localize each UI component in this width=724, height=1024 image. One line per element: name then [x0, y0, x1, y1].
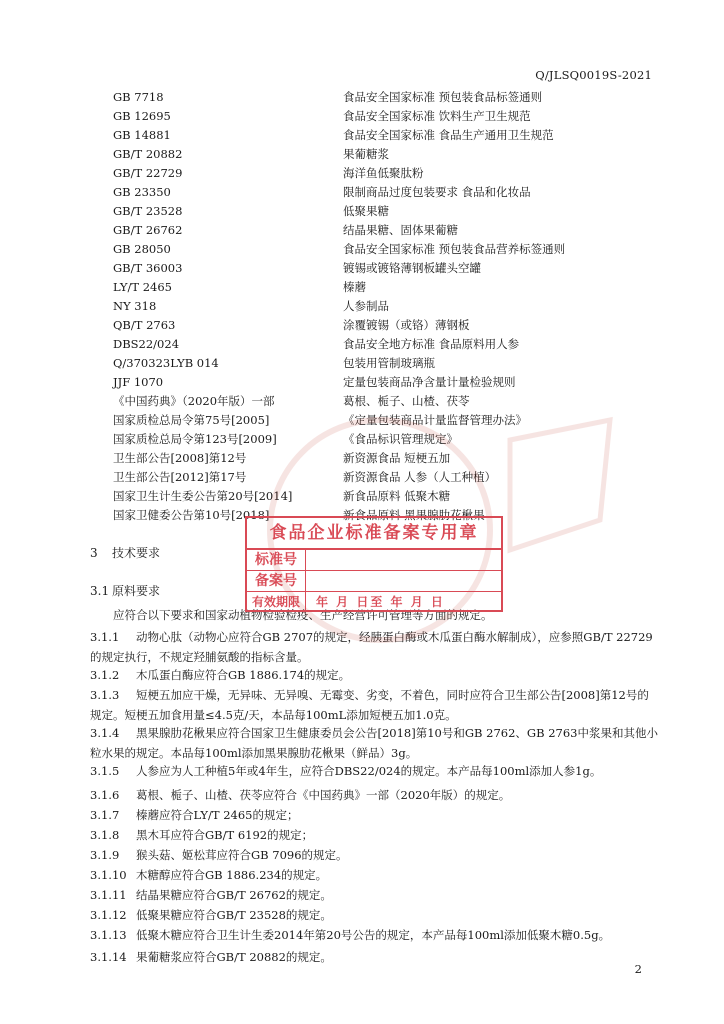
requirement-item — [90, 906, 658, 926]
requirement-text: 果葡糖浆应符合GB/T 20882的规定。 — [136, 950, 332, 964]
reference-code: GB 12695 — [113, 109, 171, 123]
requirement-item — [90, 762, 658, 782]
reference-row — [113, 278, 673, 297]
reference-code: NY 318 — [113, 299, 157, 313]
reference-row — [113, 183, 673, 202]
requirement-text: 木糖醇应符合GB 1886.234的规定。 — [136, 868, 328, 882]
section-number: 3 — [90, 546, 98, 560]
requirement-number: 3.1.10 — [90, 868, 127, 882]
normative-references-list — [113, 88, 673, 525]
page-number: 2 — [634, 962, 642, 976]
reference-code: GB 23350 — [113, 185, 171, 199]
reference-name: 食品安全国家标准 预包装食品营养标签通则 — [343, 242, 566, 256]
requirement-item — [90, 948, 658, 968]
reference-name: 涂覆镀锡（或铬）薄钢板 — [343, 318, 470, 332]
reference-name: 《定量包装商品计量监督管理办法》 — [343, 413, 527, 427]
reference-row — [113, 392, 673, 411]
reference-code: JJF 1070 — [113, 375, 164, 389]
section-number: 3.1 — [90, 584, 110, 598]
reference-code: LY/T 2465 — [113, 280, 172, 294]
reference-row — [113, 107, 673, 126]
reference-name: 食品安全地方标准 食品原料用人参 — [343, 337, 520, 351]
requirement-number: 3.1.11 — [90, 888, 127, 902]
requirement-number: 3.1.2 — [90, 668, 120, 682]
reference-code: Q/370323LYB 014 — [113, 356, 219, 370]
registration-stamp — [245, 516, 503, 612]
reference-name: 结晶果糖、固体果葡糖 — [343, 223, 458, 237]
reference-row — [113, 259, 673, 278]
reference-name: 限制商品过度包装要求 食品和化妆品 — [343, 185, 531, 199]
reference-code: GB/T 20882 — [113, 147, 183, 161]
reference-name: 食品安全国家标准 预包装食品标签通则 — [343, 90, 543, 104]
reference-row — [113, 430, 673, 449]
requirement-text: 短梗五加应干燥，无异味、无异嗅、无霉变、劣变，不着色，同时应符合卫生部公告[2008]第12号的规定。短梗五加食用量≤4.5克/天，本品每100mL添加短梗五加1.0克。 — [90, 688, 649, 722]
stamp-valid-row — [247, 592, 501, 612]
reference-name: 《食品标识管理规定》 — [343, 432, 458, 446]
reference-code: GB/T 36003 — [113, 261, 183, 275]
requirement-number: 3.1.13 — [90, 928, 127, 942]
reference-name: 葛根、栀子、山楂、茯苓 — [343, 394, 470, 408]
reference-name: 海洋鱼低聚肽粉 — [343, 166, 424, 180]
section-3-heading — [90, 544, 160, 561]
reference-code: GB/T 22729 — [113, 166, 183, 180]
reference-code: GB/T 23528 — [113, 204, 183, 218]
requirement-text: 低聚木糖应符合卫生计生委2014年第20号公告的规定，本产品每100ml添加低聚木糖0.5g。 — [136, 928, 611, 942]
reference-name: 包装用管制玻璃瓶 — [343, 356, 435, 370]
requirement-item — [90, 666, 658, 686]
requirement-number: 3.1.3 — [90, 688, 120, 702]
reference-code: GB 14881 — [113, 128, 171, 142]
requirement-number: 3.1.5 — [90, 764, 120, 778]
stamp-standard-row — [247, 550, 501, 571]
intro-paragraph: 应符合以下要求和国家动植物检验检疫、生产经营许可管理等方面的规定。 — [113, 608, 493, 622]
requirement-item — [90, 686, 658, 726]
requirement-text: 榛蘑应符合LY/T 2465的规定； — [136, 808, 299, 822]
reference-row — [113, 335, 673, 354]
reference-row — [113, 468, 673, 487]
reference-row — [113, 316, 673, 335]
reference-name: 榛蘑 — [343, 280, 366, 294]
section-3-1-heading — [90, 582, 160, 599]
stamp-title: 食品企业标准备案专用章 — [247, 518, 501, 550]
requirement-number: 3.1.6 — [90, 788, 120, 802]
reference-row — [113, 411, 673, 430]
requirement-text: 葛根、栀子、山楂、茯苓应符合《中国药典》一部（2020年版）的规定。 — [136, 788, 511, 802]
reference-code: GB 28050 — [113, 242, 171, 256]
reference-row — [113, 145, 673, 164]
section-title: 原料要求 — [112, 584, 161, 598]
requirement-number: 3.1.1 — [90, 630, 120, 644]
reference-code: 国家卫健委公告第10号[2018] — [113, 508, 270, 522]
requirement-item — [90, 926, 658, 946]
reference-code: DBS22/024 — [113, 337, 180, 351]
stamp-record-row — [247, 571, 501, 592]
requirement-item — [90, 846, 658, 866]
requirement-number: 3.1.12 — [90, 908, 127, 922]
requirement-number: 3.1.14 — [90, 950, 127, 964]
reference-name: 新食品原料 低聚木糖 — [343, 489, 451, 503]
stamp-standard-label: 标准号 — [247, 550, 306, 570]
reference-name: 食品安全国家标准 食品生产通用卫生规范 — [343, 128, 554, 142]
requirement-text: 木瓜蛋白酶应符合GB 1886.174的规定。 — [136, 668, 351, 682]
reference-name: 食品安全国家标准 饮料生产卫生规范 — [343, 109, 531, 123]
stamp-valid-value: 年 月 日至 年 月 日 — [316, 595, 445, 609]
reference-code: 卫生部公告[2008]第12号 — [113, 451, 247, 465]
reference-row — [113, 88, 673, 107]
requirement-text: 黑果腺肋花楸果应符合国家卫生健康委员会公告[2018]第10号和GB 2762、GB 2763中浆果和其他小粒水果的规定。本品每100ml添加黑果腺肋花楸果（鲜品）3g。 — [90, 726, 658, 760]
requirement-item — [90, 786, 658, 806]
document-number: Q/JLSQ0019S-2021 — [535, 68, 652, 82]
reference-name: 人参制品 — [343, 299, 389, 313]
reference-row — [113, 240, 673, 259]
reference-code: 国家卫生计生委公告第20号[2014] — [113, 489, 293, 503]
reference-row — [113, 164, 673, 183]
reference-name: 果葡糖浆 — [343, 147, 389, 161]
reference-row — [113, 449, 673, 468]
requirement-text: 人参应为人工种植5年或4年生，应符合DBS22/024的规定。本产品每100ml添加人参1g。 — [136, 764, 602, 778]
reference-row — [113, 487, 673, 506]
requirement-text: 黑木耳应符合GB/T 6192的规定； — [136, 828, 314, 842]
reference-name: 定量包装商品净含量计量检验规则 — [343, 375, 516, 389]
reference-code: 国家质检总局令第75号[2005] — [113, 413, 270, 427]
reference-code: 国家质检总局令第123号[2009] — [113, 432, 277, 446]
reference-name: 镀锡或镀铬薄钢板罐头空罐 — [343, 261, 481, 275]
reference-row — [113, 202, 673, 221]
requirement-text: 动物心肽（动物心应符合GB 2707的规定，经胰蛋白酶或木瓜蛋白酶水解制成），应参照GB/T 22729的规定执行，不规定羟脯氨酸的指标含量。 — [90, 630, 653, 664]
reference-row — [113, 354, 673, 373]
stamp-record-label: 备案号 — [247, 571, 306, 591]
reference-row — [113, 297, 673, 316]
reference-name: 新资源食品 人参（人工种植） — [343, 470, 497, 484]
reference-code: GB 7718 — [113, 90, 164, 104]
requirement-text: 结晶果糖应符合GB/T 26762的规定。 — [136, 888, 332, 902]
requirement-text: 低聚果糖应符合GB/T 23528的规定。 — [136, 908, 332, 922]
requirement-item — [90, 628, 658, 668]
requirement-item — [90, 886, 658, 906]
requirement-number: 3.1.8 — [90, 828, 120, 842]
requirement-number: 3.1.4 — [90, 726, 120, 740]
requirement-text: 猴头菇、姬松茸应符合GB 7096的规定。 — [136, 848, 348, 862]
reference-name: 新食品原料 黑果腺肋花楸果 — [343, 508, 485, 522]
section-title: 技术要求 — [112, 546, 161, 560]
requirement-number: 3.1.9 — [90, 848, 120, 862]
reference-code: QB/T 2763 — [113, 318, 176, 332]
reference-name: 低聚果糖 — [343, 204, 389, 218]
reference-row — [113, 126, 673, 145]
requirement-item — [90, 826, 658, 846]
requirement-item — [90, 806, 658, 826]
reference-name: 新资源食品 短梗五加 — [343, 451, 451, 465]
reference-code: 《中国药典》（2020年版）一部 — [113, 394, 275, 408]
stamp-valid-label: 有效期限 — [247, 592, 306, 612]
reference-row — [113, 373, 673, 392]
reference-code: 卫生部公告[2012]第17号 — [113, 470, 247, 484]
requirement-item — [90, 724, 658, 764]
reference-row — [113, 221, 673, 240]
reference-code: GB/T 26762 — [113, 223, 183, 237]
requirement-number: 3.1.7 — [90, 808, 120, 822]
requirement-item — [90, 866, 658, 886]
